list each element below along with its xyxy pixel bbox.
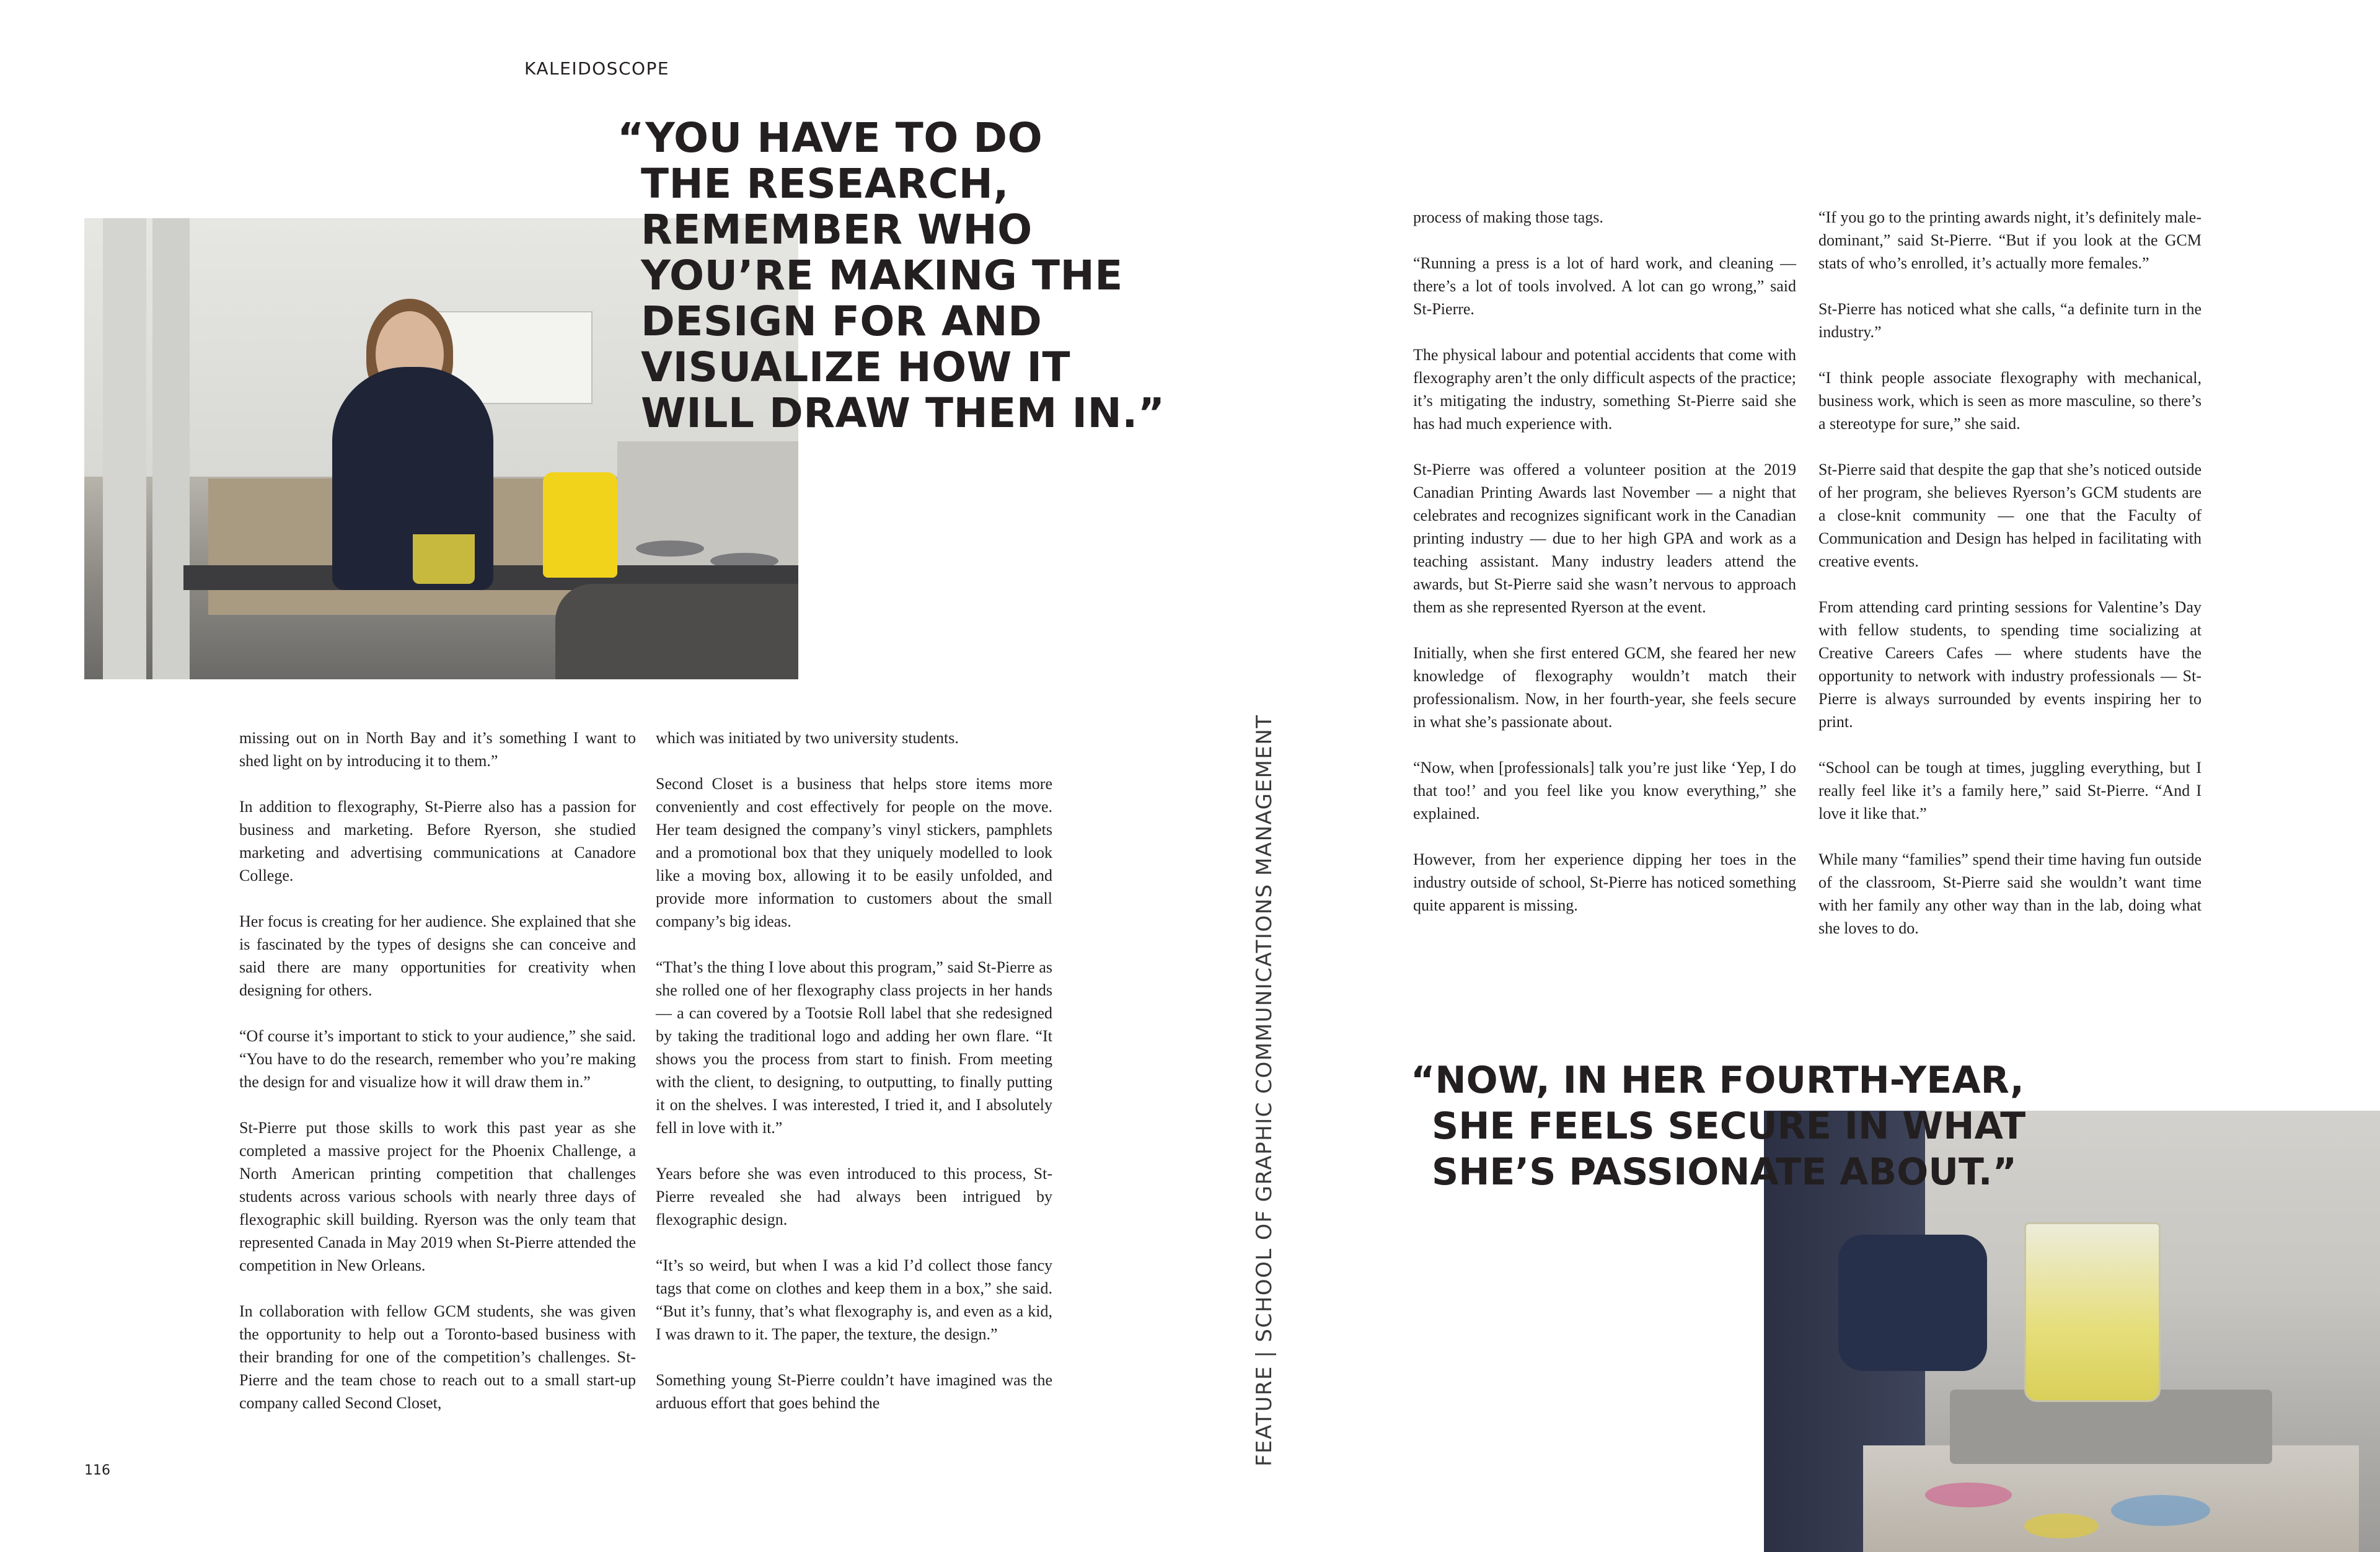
paragraph: St-Pierre has noticed what she calls, “a definite turn in the industry.” [1818,300,2202,341]
paragraph: “Running a press is a lot of hard work, and cleaning — there’s a lot of tools involved. A lot can go wrong,” said St-Pierre. [1413,254,1796,318]
paragraph: In addition to flexography, St-Pierre also has a passion for business and marketing. Before Ryerson, she studied marketing and advertising communications at Canadore College. [239,798,636,884]
paragraph: Years before she was even introduced to this process, St-Pierre revealed she had always been intrigued by flexographic design. [656,1165,1052,1228]
pull-quote-top [617,114,1165,437]
pull-quote-line: YOU’RE MAKING THE [641,252,1123,299]
paragraph: In collaboration with fellow GCM students, she was given the opportunity to help out a Toronto-based business with their branding for one of the competition’s challenges. St-Pierre and the team chose to reach out to a small start-up company called Second Closet, [239,1302,636,1412]
paragraph: missing out on in North Bay and it’s something I want to shed light on by introducing it to them.” [239,729,636,770]
paragraph: The physical labour and potential accidents that come with flexography aren’t the only difficult aspects of the practice; it’s mitigating the industry, something St-Pierre said she has had much experience with. [1413,346,1796,433]
paragraph: “I think people associate flexography with mechanical, business work, which is seen as more masculine, so there’s a stereotype for sure,” she said. [1818,369,2202,433]
paragraph: Her focus is creating for her audience. She explained that she is fascinated by the types of designs she can conceive and said there are many opportunities for creativity when designing for others. [239,912,636,999]
pull-quote-line: “NOW, IN HER FOURTH-YEAR, [1411,1059,2024,1102]
pull-quote-bottom [1411,1057,2092,1195]
pull-quote-line: SHE FEELS SECURE IN WHAT [1432,1104,2026,1148]
paragraph: St-Pierre was offered a volunteer position at the 2019 Canadian Printing Awards last November — a night that celebrates and recognizes significant work in the Canadian printing industry — due to her high GPA and work as a teaching assistant. Many industry leaders attend the awards, but St-Pierre said she wasn’t nervous to approach them as she represented Ryerson at the event. [1413,461,1796,616]
pull-quote-line: WILL DRAW THEM IN.” [641,389,1165,437]
pull-quote-line: THE RESEARCH, [641,160,1009,208]
paragraph: Initially, when she first entered GCM, she feared her new knowledge of flexography wouldn’t match their professionalism. Now, in her fourth-year, she feels secure in what she’s passionate about. [1413,644,1796,731]
pull-quote-line: “YOU HAVE TO DO [617,114,1043,162]
body-column-4 [1818,206,2202,940]
page-number: 116 [84,1463,110,1478]
paragraph: “That’s the thing I love about this program,” said St-Pierre as she rolled one of her flexography class projects in her hands — a can covered by a Tootsie Roll label that she redesigned by taking the traditional logo and adding her own flare. “It shows you the process from start to finish. From meeting with the client, to designing, to outputting, to finally putting it on the shelves. I was interested, I tried it, and I absolutely fell in love with it.” [656,958,1052,1137]
pull-quote-line: VISUALIZE HOW IT [641,343,1071,391]
paragraph: However, from her experience dipping her toes in the industry outside of school, St-Pierre has noticed something quite apparent is missing. [1413,850,1796,914]
paragraph: which was initiated by two university students. [656,729,959,747]
paragraph: “School can be tough at times, juggling everything, but I really feel like it’s a family here,” said St-Pierre. “And I love it like that.” [1818,759,2202,822]
pull-quote-line: DESIGN FOR AND [641,298,1042,345]
pull-quote-line: SHE’S PASSIONATE ABOUT.” [1432,1150,2017,1194]
paragraph: St-Pierre put those skills to work this past year as she completed a massive project for the Phoenix Challenge, a North American printing competition that challenges students across various schools with nearly three days of flexographic skill building. Ryerson was the only team that represented Canada in May 2019 when St-Pierre attended the competition in New Orleans. [239,1119,636,1274]
running-head: KALEIDOSCOPE [524,58,670,79]
paragraph: “It’s so weird, but when I was a kid I’d collect those fancy tags that come on clothes and keep them in a box,” she said. “But it’s funny, that’s what flexography is, and even as a kid, I was drawn to it. The paper, the texture, the design.” [656,1256,1052,1343]
section-side-label: FEATURE | SCHOOL OF GRAPHIC COMMUNICATIONS MANAGEMENT [1252,714,1277,1466]
paragraph: Second Closet is a business that helps store items more conveniently and cost effectively for people on the move. Her team designed the company’s vinyl stickers, pamphlets and a promotional box that they uniquely modelled to look like a moving box, allowing it to be easily unfolded, and provide more information to customers about the small company’s big ideas. [656,775,1052,930]
body-column-1 [239,726,636,1414]
paragraph: process of making those tags. [1413,208,1603,226]
pull-quote-line: REMEMBER WHO [641,206,1033,254]
paragraph: “If you go to the printing awards night, it’s definitely male-dominant,” said St-Pierre. “But if you look at the GCM stats of who’s enrolled, it’s actually more females.” [1818,208,2202,272]
paragraph: “Now, when [professionals] talk you’re just like ‘Yep, I do that too!’ and you feel like you know everything,” she explained. [1413,759,1796,822]
paragraph: “Of course it’s important to stick to your audience,” she said. “You have to do the research, remember who you’re making the design for and visualize how it will draw them in.” [239,1027,636,1091]
paragraph: Something young St-Pierre couldn’t have imagined was the arduous effort that goes behind the [656,1371,1052,1412]
paragraph: St-Pierre said that despite the gap that she’s noticed outside of her program, she believes Ryerson’s GCM students are a close-knit community — one that the Faculty of Communication and Design has helped in facilitating with creative events. [1818,461,2202,570]
body-column-2 [656,726,1052,1414]
paragraph: From attending card printing sessions for Valentine’s Day with fellow students, to spending time socializing at Creative Careers Cafes — where students have the opportunity to network with industry professionals — St-Pierre is always surrounded by events inspiring her to print. [1818,598,2202,731]
body-column-3 [1413,206,1796,917]
paragraph: While many “families” spend their time having fun outside of the classroom, St-Pierre said she wouldn’t want time with her family any other way than in the lab, doing what she loves to do. [1818,850,2202,937]
